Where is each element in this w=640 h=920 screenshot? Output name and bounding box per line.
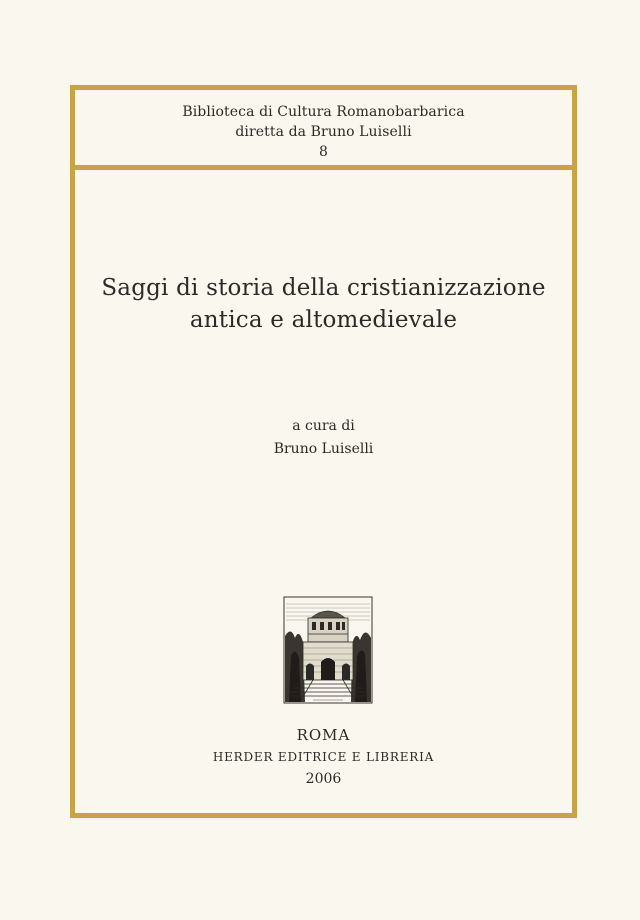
editor-label: a cura di	[292, 418, 355, 434]
series-director: diretta da Bruno Luiselli	[235, 124, 412, 140]
series-title: Biblioteca di Cultura Romanobarbarica	[182, 104, 465, 120]
header-divider	[75, 165, 572, 170]
series-volume-number: 8	[318, 144, 328, 160]
book-title-line-1: Saggi di storia della cristianizzazione	[101, 275, 546, 301]
book-title	[75, 272, 572, 336]
series-header	[75, 102, 572, 162]
publisher-name: HERDER EDITRICE E LIBRERIA	[212, 750, 435, 764]
publisher-block	[75, 724, 572, 790]
publisher-city: ROMA	[296, 726, 351, 744]
book-title-line-2: antica e altomedievale	[189, 307, 458, 333]
publication-year: 2006	[305, 771, 342, 787]
mausoleum-engraving-icon	[283, 596, 373, 704]
gold-border-frame	[70, 85, 577, 818]
editor-name: Bruno Luiselli	[273, 441, 374, 457]
editor-credit	[75, 415, 572, 460]
